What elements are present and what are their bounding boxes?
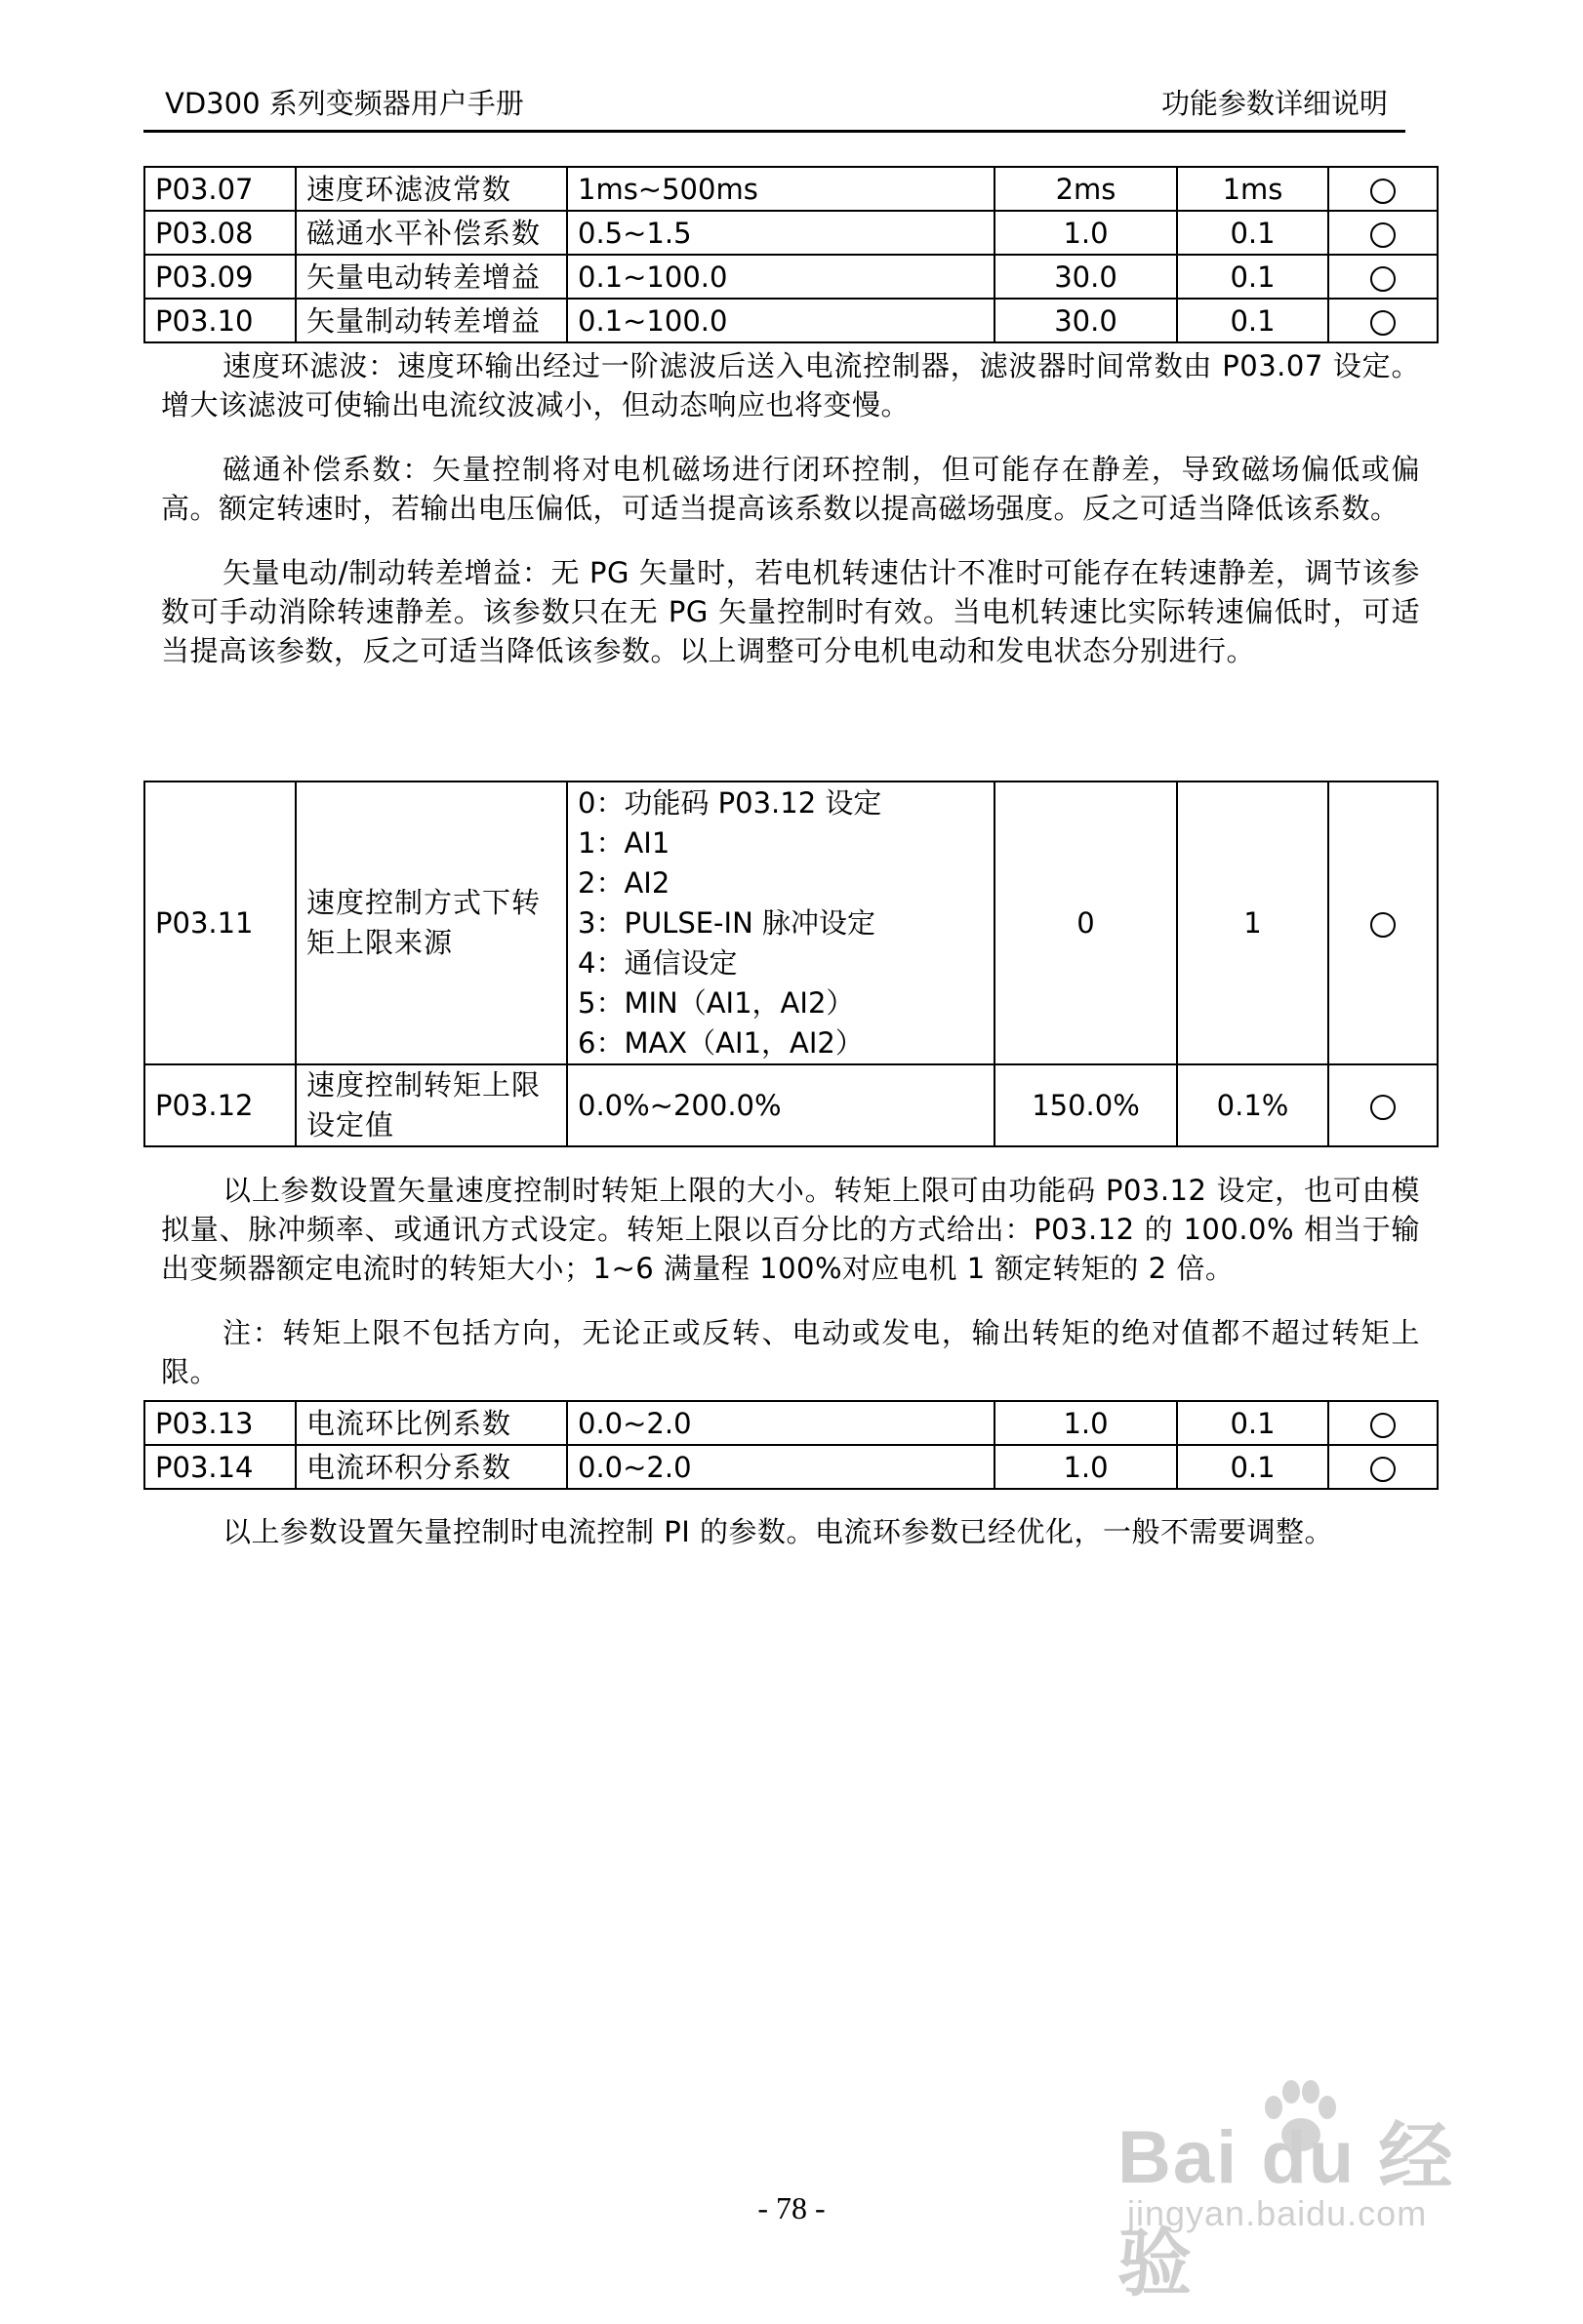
param-unit: 0.1% (1177, 1064, 1328, 1146)
param-name (296, 1064, 567, 1146)
baidu-watermark (1117, 2078, 1488, 2305)
circle-icon (1370, 310, 1396, 336)
param-code: P03.08 (144, 211, 296, 255)
param-default: 0 (994, 781, 1177, 1064)
param-default: 30.0 (994, 255, 1177, 299)
modify-attr (1328, 255, 1438, 299)
description-block-1 (161, 346, 1420, 670)
circle-icon (1370, 179, 1396, 204)
table-row (144, 1401, 1438, 1445)
paragraph: 注：转矩上限不包括方向，无论正或反转、电动或发电，输出转矩的绝对值都不超过转矩上限。 (161, 1316, 1420, 1388)
modify-attr (1328, 167, 1438, 211)
description-block-2 (161, 1171, 1420, 1391)
param-default: 2ms (994, 167, 1177, 211)
circle-icon (1370, 222, 1396, 248)
param-name: 磁通水平补偿系数 (296, 211, 567, 255)
param-code: P03.09 (144, 255, 296, 299)
param-name: 矢量电动转差增益 (296, 255, 567, 299)
table-row (144, 299, 1438, 342)
param-range: 1ms~500ms (567, 167, 994, 211)
circle-icon (1370, 1095, 1396, 1120)
page-number: - 78 - (757, 2190, 826, 2225)
circle-icon (1370, 912, 1396, 938)
circle-icon (1370, 266, 1396, 292)
param-table-1 (143, 166, 1439, 343)
param-unit: 1 (1177, 781, 1328, 1064)
circle-icon (1370, 1413, 1396, 1438)
param-code: P03.14 (144, 1445, 296, 1489)
page-header (143, 86, 1405, 133)
param-code: P03.07 (144, 167, 296, 211)
param-range: 0.5~1.5 (567, 211, 994, 255)
table-row (144, 1064, 1438, 1146)
param-default: 1.0 (994, 1445, 1177, 1489)
param-default: 150.0% (994, 1064, 1177, 1146)
paragraph: 速度环滤波：速度环输出经过一阶滤波后送入电流控制器，滤波器时间常数由 P03.07 设定。增大该滤波可使输出电流纹波减小，但动态响应也将变慢。 (161, 349, 1420, 421)
param-code: P03.11 (144, 781, 296, 1064)
table-row (144, 167, 1438, 211)
circle-icon (1370, 1457, 1396, 1482)
param-unit: 0.1 (1177, 1445, 1328, 1489)
param-name: 矢量制动转差增益 (296, 299, 567, 342)
option-item: 6：MAX（AI1，AI2） (578, 1025, 864, 1060)
param-unit: 0.1 (1177, 1401, 1328, 1445)
param-name: 电流环比例系数 (296, 1401, 567, 1445)
option-item: 0：功能码 P03.12 设定 (578, 785, 882, 820)
watermark-url: jingyan.baidu.com (1127, 2193, 1428, 2233)
manual-title: VD300 系列变频器用户手册 (165, 87, 524, 120)
option-item: 4：通信设定 (578, 945, 738, 980)
param-options (567, 781, 994, 1064)
param-range: 0.0~2.0 (567, 1445, 994, 1489)
param-range: 0.1~100.0 (567, 255, 994, 299)
param-name: 电流环积分系数 (296, 1445, 567, 1489)
table-row (144, 255, 1438, 299)
param-code: P03.13 (144, 1401, 296, 1445)
paragraph: 矢量电动/制动转差增益：无 PG 矢量时，若电机转速估计不准时可能存在转速静差，调节该参数可手动消除转速静差。该参数只在无 PG 矢量控制时有效。当电机转速比实际转速偏低时，可适当提高该参数，反之可适当降低该参数。以上调整可分电机电动和发电状态分别进行。 (161, 556, 1420, 667)
paragraph: 以上参数设置矢量速度控制时转矩上限的大小。转矩上限可由功能码 P03.12 设定，也可由模拟量、脉冲频率、或通讯方式设定。转矩上限以百分比的方式给出：P03.12 的 100.0% 相当于输出变频器额定电流时的转矩大小；1~6 满量程 100%对应电机 1 额定转矩的 2 倍。 (161, 1174, 1420, 1285)
modify-attr (1328, 781, 1438, 1064)
table-row (144, 1445, 1438, 1489)
param-default: 1.0 (994, 211, 1177, 255)
table-row (144, 781, 1438, 1064)
paragraph: 以上参数设置矢量控制时电流控制 PI 的参数。电流环参数已经优化，一般不需要调整。 (223, 1515, 1333, 1548)
param-range: 0.0%~200.0% (567, 1064, 994, 1146)
param-name-line: 速度控制方式下转 (306, 886, 542, 919)
param-default: 30.0 (994, 299, 1177, 342)
modify-attr (1328, 1401, 1438, 1445)
option-item: 3：PULSE-IN 脉冲设定 (578, 905, 875, 940)
watermark-brand: Bai du 经验 (1117, 2116, 1455, 2305)
section-title: 功能参数详细说明 (1160, 87, 1388, 120)
option-item: 5：MIN（AI1，AI2） (578, 985, 855, 1020)
table-row (144, 211, 1438, 255)
param-default: 1.0 (994, 1401, 1177, 1445)
param-name (296, 781, 567, 1064)
param-code: P03.10 (144, 299, 296, 342)
param-name-line: 矩上限来源 (306, 926, 454, 959)
modify-attr (1328, 211, 1438, 255)
param-table-2 (143, 781, 1439, 1147)
param-unit: 0.1 (1177, 211, 1328, 255)
modify-attr (1328, 299, 1438, 342)
param-range: 0.1~100.0 (567, 299, 994, 342)
param-unit: 0.1 (1177, 255, 1328, 299)
param-name-line: 速度控制转矩上限 (306, 1068, 542, 1102)
option-item: 2：AI2 (578, 865, 670, 900)
param-range: 0.0~2.0 (567, 1401, 994, 1445)
option-item: 1：AI1 (578, 825, 670, 860)
param-code: P03.12 (144, 1064, 296, 1146)
param-unit: 1ms (1177, 167, 1328, 211)
modify-attr (1328, 1064, 1438, 1146)
param-name: 速度环滤波常数 (296, 167, 567, 211)
param-unit: 0.1 (1177, 299, 1328, 342)
param-table-3 (143, 1400, 1439, 1490)
description-block-3 (161, 1512, 1420, 1551)
modify-attr (1328, 1445, 1438, 1489)
param-name-line: 设定值 (306, 1108, 395, 1142)
paragraph: 磁通补偿系数：矢量控制将对电机磁场进行闭环控制，但可能存在静差，导致磁场偏低或偏高。额定转速时，若输出电压偏低，可适当提高该系数以提高磁场强度。反之可适当降低该系数。 (161, 453, 1420, 525)
